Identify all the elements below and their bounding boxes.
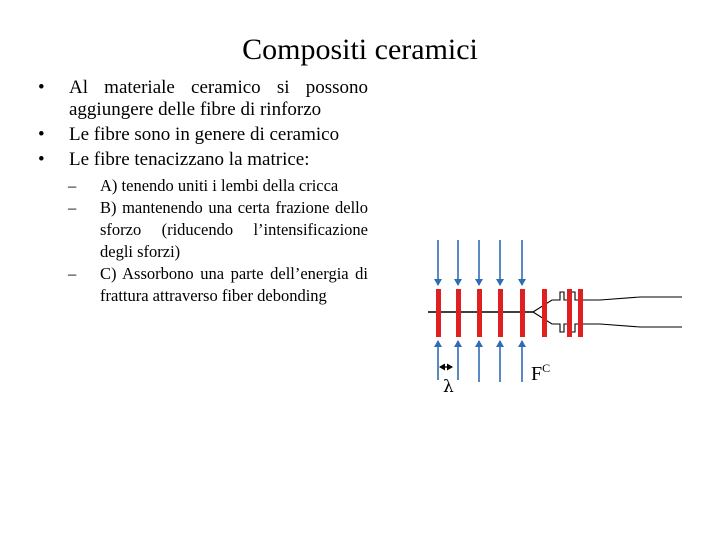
sub-bullet-text: A) tenendo uniti i lembi della cricca xyxy=(100,176,339,195)
sub-bullet-marker: – xyxy=(68,176,77,195)
fiber-spacing-label: λ xyxy=(443,377,454,397)
bullet-marker: • xyxy=(38,149,45,170)
bridging-fiber xyxy=(578,289,583,337)
crack-force-label xyxy=(531,356,550,386)
bridging-fiber xyxy=(436,289,441,337)
slide-title: Compositi ceramici xyxy=(242,33,478,66)
bridging-fiber xyxy=(456,289,461,337)
bullet-text: Al materiale ceramico si possono aggiungere delle fibre di rinforzo xyxy=(69,77,368,120)
bridging-fiber xyxy=(567,289,572,337)
crack-lower-flank xyxy=(533,312,682,332)
sub-bullet-marker: – xyxy=(68,264,77,283)
sub-bullet-marker: – xyxy=(68,198,77,217)
force-symbol: F xyxy=(531,363,543,385)
bridging-fiber xyxy=(477,289,482,337)
sub-bullet-text: B) mantenendo una certa frazione dello sforzo (riducendo l’intensificazione degli sforzi) xyxy=(100,198,368,261)
bridging-fiber xyxy=(520,289,525,337)
bullet-marker: • xyxy=(38,124,45,145)
bridging-fiber xyxy=(542,289,547,337)
bridging-fiber xyxy=(498,289,503,337)
bullet-marker: • xyxy=(38,77,45,98)
sub-bullet-text: C) Assorbono una parte dell’energia di frattura attraverso fiber debonding xyxy=(100,264,368,305)
force-superscript: C xyxy=(542,361,551,375)
crack-upper-flank xyxy=(533,292,682,312)
bullet-text: Le fibre sono in genere di ceramico xyxy=(69,124,340,145)
bullet-text: Le fibre tenacizzano la matrice: xyxy=(69,149,310,170)
